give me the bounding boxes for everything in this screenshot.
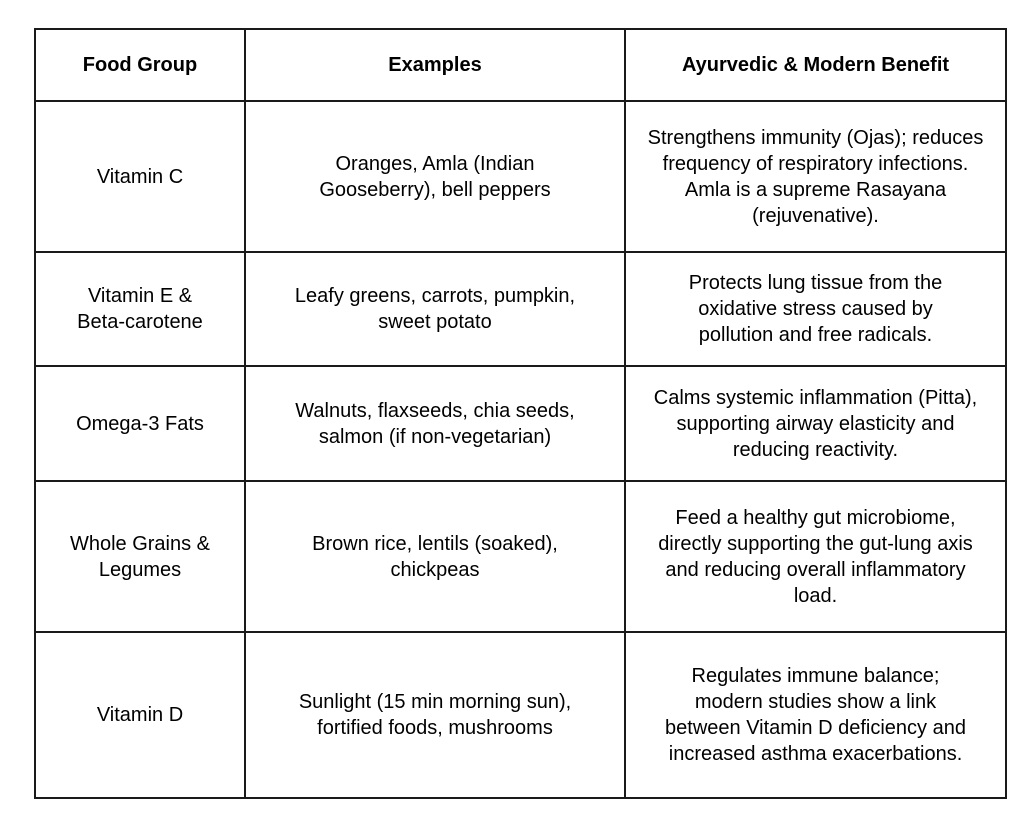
header-benefit: Ayurvedic & Modern Benefit: [625, 29, 1006, 101]
table-header-row: [35, 29, 1006, 101]
table-row: [35, 101, 1006, 252]
table-row: [35, 632, 1006, 798]
benefit-text: Feed a healthy gut microbiome, directly supporting the gut-lung axis and reducing overall inflammatory load.: [658, 506, 973, 607]
benefit-text: Protects lung tissue from the oxidative stress caused by pollution and free radicals.: [688, 272, 943, 346]
cell-benefit: [625, 252, 1006, 366]
table-row: [35, 481, 1006, 632]
food-group-text: Vitamin D: [96, 704, 184, 726]
benefit-text: Regulates immune balance; modern studies show a link between Vitamin D deficiency and increased asthma exacerbations.: [665, 665, 966, 765]
cell-benefit: [625, 632, 1006, 798]
examples-text: Brown rice, lentils (soaked), chickpeas: [312, 532, 558, 581]
food-group-text: Vitamin C: [96, 165, 184, 188]
food-group-text: Vitamin E & Beta-carotene: [77, 285, 203, 333]
table-row: [35, 252, 1006, 366]
cell-food-group: [35, 632, 245, 798]
nutrition-table-container: [34, 28, 1007, 799]
cell-food-group: [35, 366, 245, 481]
food-group-text: Whole Grains & Legumes: [69, 532, 211, 581]
benefit-text: Calms systemic inflammation (Pitta), supporting airway elasticity and reducing reactivity.: [653, 386, 978, 461]
table-row: [35, 366, 1006, 481]
cell-food-group: [35, 252, 245, 366]
examples-text: Oranges, Amla (Indian Gooseberry), bell peppers: [319, 152, 551, 201]
cell-benefit: [625, 481, 1006, 632]
cell-examples: [245, 252, 625, 366]
header-food-group: Food Group: [35, 29, 245, 101]
food-group-text: Omega-3 Fats: [76, 412, 204, 435]
examples-text: Leafy greens, carrots, pumpkin, sweet potato: [294, 285, 576, 333]
cell-examples: [245, 101, 625, 252]
cell-food-group: [35, 481, 245, 632]
cell-food-group: [35, 101, 245, 252]
cell-examples: [245, 632, 625, 798]
cell-examples: [245, 366, 625, 481]
cell-benefit: [625, 101, 1006, 252]
benefit-text: Strengthens immunity (Ojas); reduces frequency of respiratory infections. Amla is a supreme Rasayana (rejuvenative).: [647, 126, 984, 227]
header-examples: Examples: [245, 29, 625, 101]
nutrition-table: [34, 28, 1007, 799]
cell-examples: [245, 481, 625, 632]
cell-benefit: [625, 366, 1006, 481]
examples-text: Walnuts, flaxseeds, chia seeds, salmon (if non-vegetarian): [295, 399, 575, 448]
examples-text: Sunlight (15 min morning sun), fortified foods, mushrooms: [298, 691, 572, 739]
